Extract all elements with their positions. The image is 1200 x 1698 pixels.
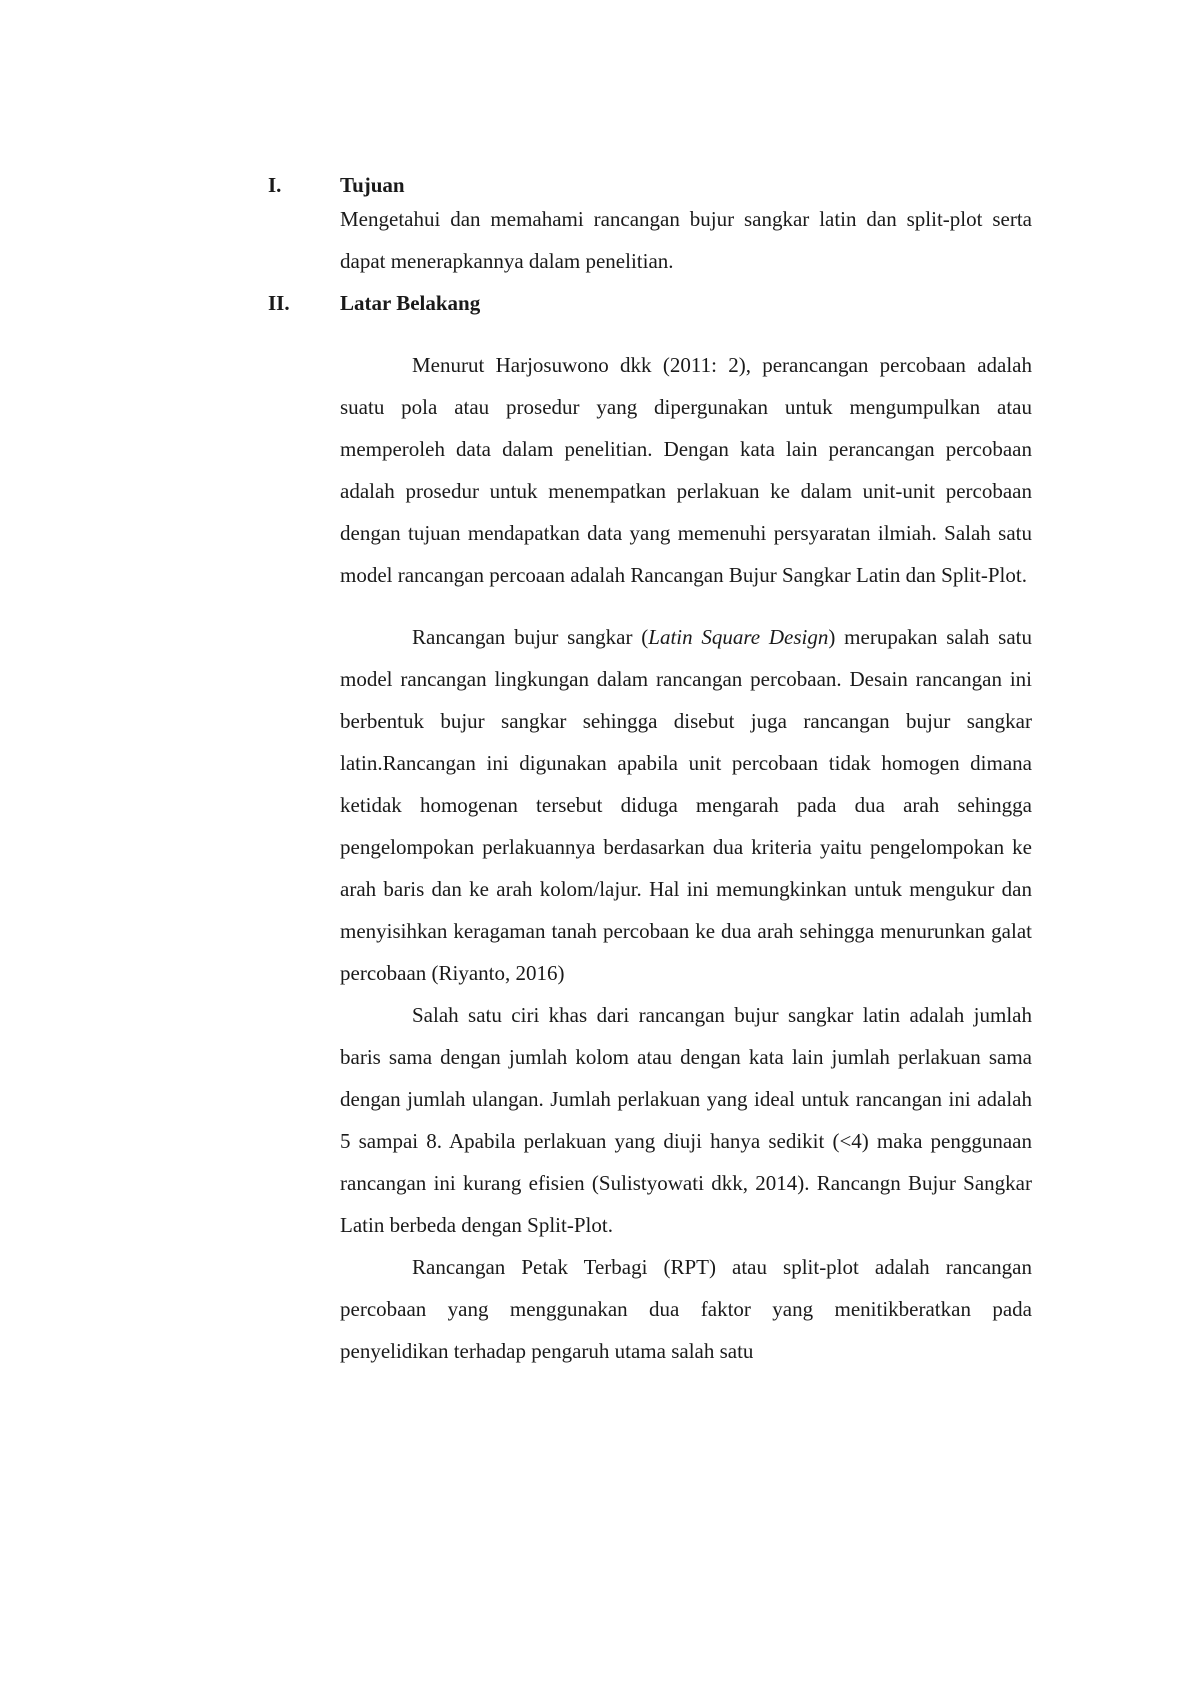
section-1-title: Tujuan bbox=[340, 173, 405, 197]
latin-square-design-term: Latin Square Design bbox=[648, 625, 829, 649]
section-1-number: I. bbox=[268, 173, 282, 197]
section-2-body bbox=[340, 344, 1032, 1372]
paragraph-definition: Menurut Harjosuwono dkk (2011: 2), perancangan percobaan adalah suatu pola atau prosedur yang dipergunakan untuk mengumpulkan atau memperoleh data dalam penelitian. Dengan kata lain perancangan percobaan adalah prosedur untuk menempatkan perlakuan ke dalam unit-unit percobaan dengan tujuan mendapatkan data yang memenuhi persyaratan ilmiah. Salah satu model rancangan percoaan adalah Rancangan Bujur Sangkar Latin dan Split-Plot. bbox=[340, 353, 1032, 587]
section-1-body bbox=[340, 198, 1032, 282]
section-2-title: Latar Belakang bbox=[340, 291, 481, 315]
paragraph-latin-square-rest: ) merupakan salah satu model rancangan lingkungan dalam rancangan percobaan. Desain rancangan ini berbentuk bujur sangkar sehingga disebut juga rancangan bujur sangkar latin.Rancangan ini digunakan apabila unit percobaan tidak homogen dimana ketidak homogenan tersebut diduga mengarah pada dua arah sehingga pengelompokan perlakuannya berdasarkan dua kriteria yaitu pengelompokan ke arah baris dan ke arah kolom/lajur. Hal ini memungkinkan untuk mengukur dan menyisihkan keragaman tanah percobaan ke dua arah sehingga menurunkan galat percobaan (Riyanto, 2016) bbox=[340, 625, 1032, 985]
section-2-number: II. bbox=[268, 291, 290, 315]
paragraph-characteristics: Salah satu ciri khas dari rancangan bujur sangkar latin adalah jumlah baris sama dengan jumlah kolom atau dengan kata lain jumlah perlakuan sama dengan jumlah ulangan. Jumlah perlakuan yang ideal untuk rancangan ini adalah 5 sampai 8. Apabila perlakuan yang diuji hanya sedikit (<4) maka penggunaan rancangan ini kurang efisien (Sulistyowati dkk, 2014). Rancangn Bujur Sangkar Latin berbeda dengan Split-Plot. bbox=[340, 1003, 1032, 1237]
section-1-paragraph: Mengetahui dan memahami rancangan bujur sangkar latin dan split-plot serta dapat menerapkannya dalam penelitian. bbox=[340, 207, 1032, 273]
paragraph-split-plot: Rancangan Petak Terbagi (RPT) atau split-plot adalah rancangan percobaan yang menggunakan dua faktor yang menitikberatkan pada penyelidikan terhadap pengaruh utama salah satu bbox=[340, 1255, 1032, 1363]
paragraph-latin-square-start: Rancangan bujur sangkar ( bbox=[412, 625, 649, 649]
paragraph-latin-square bbox=[340, 616, 1032, 994]
